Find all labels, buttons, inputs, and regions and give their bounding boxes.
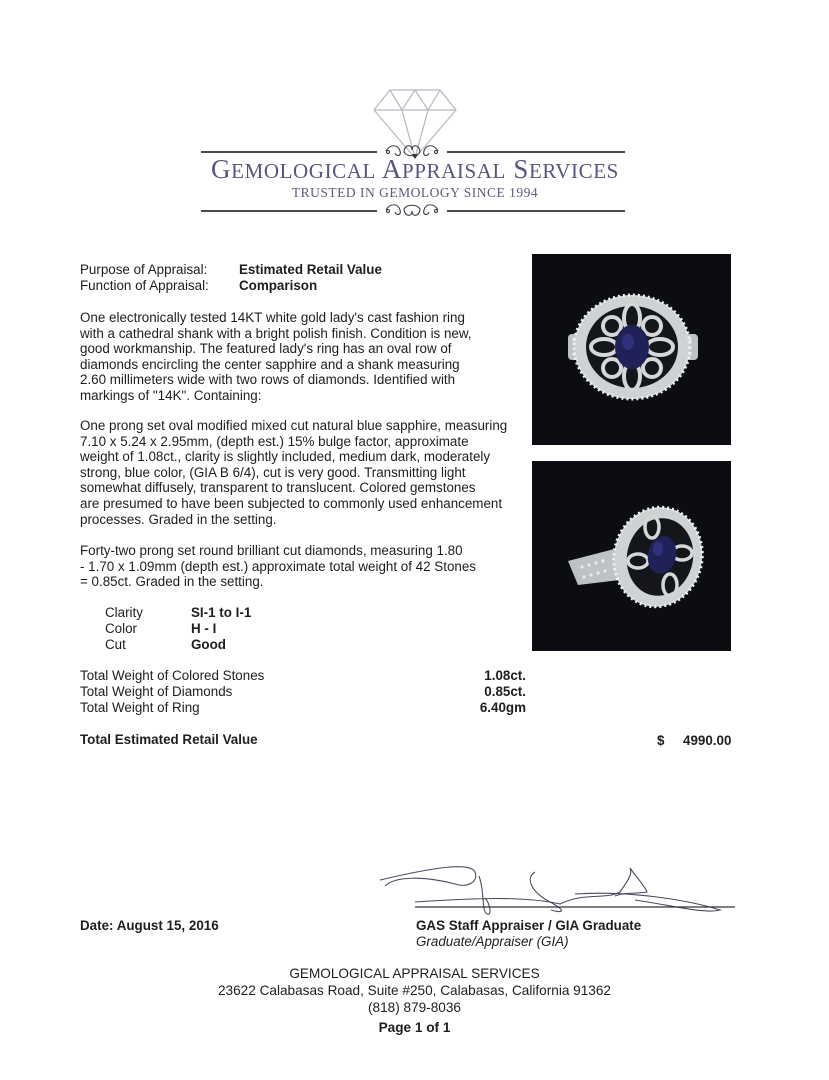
function-value: Comparison (239, 278, 318, 293)
grade-row-clarity: Clarity SI-1 to I-1 (105, 605, 252, 620)
ring-photo-top-view (532, 254, 731, 445)
signature-scribble (375, 862, 735, 918)
grade-row-cut: Cut Good (105, 637, 226, 652)
footer-company: GEMOLOGICAL APPRAISAL SERVICES (289, 966, 540, 981)
retail-value-label: Total Estimated Retail Value (80, 732, 258, 747)
function-label: Function of Appraisal: (80, 278, 209, 293)
ornament-scroll-icon (382, 201, 442, 219)
purpose-row (80, 262, 382, 278)
header-rule-bottom-right (447, 210, 625, 212)
ring-photo-angled-view (532, 461, 731, 651)
header-rule-top-left (201, 151, 377, 153)
appraisal-date: Date: August 15, 2016 (80, 918, 219, 933)
grade-row-color: Color H - I (105, 621, 217, 636)
page-number: Page 1 of 1 (378, 1020, 451, 1035)
total-ring-row: Total Weight of Ring 6.40gm (80, 700, 526, 715)
header-rule-top-right (447, 151, 625, 153)
header-rule-bottom-left (201, 210, 377, 212)
sapphire-description: One prong set oval modified mixed cut natural blue sapphire, measuring 7.10 x 5.24 x 2.95mm, (depth est.) 15% bulge factor, approximate weight of 1.08ct., clarity is slightly included, medium dark, moderately strong, blue color, (GIA B 6/4), cut is very good. Transmitting light somewhat diffusely, transparent to translucent. Colored gemstones are presumed to have been subjected to commonly used enhancement processes. Graded in the setting. (80, 418, 508, 527)
footer-phone: (818) 879-8036 (368, 1000, 461, 1015)
purpose-value: Estimated Retail Value (239, 262, 382, 277)
signer-title: GAS Staff Appraiser / GIA Graduate (416, 918, 642, 933)
purpose-label: Purpose of Appraisal: (80, 262, 208, 277)
diamonds-description: Forty-two prong set round brilliant cut diamonds, measuring 1.80 - 1.70 x 1.09mm (depth est.) approximate total weight of 42 Stones = 0.85ct. Graded in the setting. (80, 543, 476, 590)
retail-value-amount: 4990.00 (683, 733, 732, 748)
company-tagline: TRUSTED IN GEMOLOGY SINCE 1994 (291, 185, 539, 200)
function-row (80, 278, 317, 294)
total-colored-stones-row: Total Weight of Colored Stones 1.08ct. (80, 668, 526, 683)
signer-subtitle: Graduate/Appraiser (GIA) (416, 934, 569, 949)
retail-value-currency: $ (657, 733, 665, 748)
footer-address: 23622 Calabasas Road, Suite #250, Calabasas, California 91362 (218, 983, 611, 998)
ring-description: One electronically tested 14KT white gold lady's cast fashion ring with a cathedral shank with a bright polish finish. Condition is new, good workmanship. The featured lady's ring has an oval row of diamonds encircling the center sapphire and a shank measuring 2.60 millimeters wide with two rows of diamonds. Identified with markings of "14K". Containing: (80, 310, 472, 403)
company-wordmark: GEMOLOGICAL APPRAISAL SERVICES (211, 154, 619, 184)
total-diamonds-row: Total Weight of Diamonds 0.85ct. (80, 684, 526, 699)
